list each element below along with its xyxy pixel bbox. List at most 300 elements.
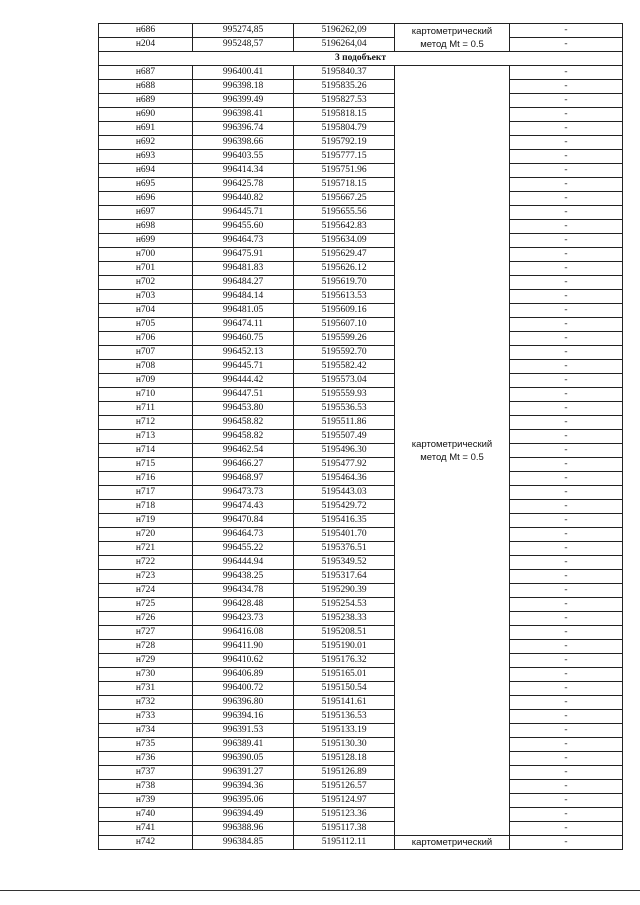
y-coordinate-cell: 5195190.01 (294, 640, 395, 654)
table-row (99, 486, 623, 500)
point-id-cell: н710 (99, 388, 193, 402)
y-coordinate-cell: 5195349.52 (294, 556, 395, 570)
method-cell (395, 66, 510, 836)
table-row (99, 122, 623, 136)
error-cell: - (510, 724, 623, 738)
y-coordinate-cell: 5195429.72 (294, 500, 395, 514)
point-id-cell: н708 (99, 360, 193, 374)
y-coordinate-cell: 5195511.86 (294, 416, 395, 430)
point-id-cell: н712 (99, 416, 193, 430)
x-coordinate-cell: 996394.49 (193, 808, 294, 822)
table-row (99, 584, 623, 598)
y-coordinate-cell: 5195443.03 (294, 486, 395, 500)
x-coordinate-cell: 996398.66 (193, 136, 294, 150)
table-row (99, 108, 623, 122)
x-coordinate-cell: 996384.85 (193, 836, 294, 850)
point-id-cell: н705 (99, 318, 193, 332)
x-coordinate-cell: 996458.82 (193, 416, 294, 430)
y-coordinate-cell: 5195827.53 (294, 94, 395, 108)
x-coordinate-cell: 996400.41 (193, 66, 294, 80)
table-row (99, 556, 623, 570)
method-line-1: картометрический (411, 438, 493, 450)
error-cell: - (510, 472, 623, 486)
point-id-cell: н722 (99, 556, 193, 570)
y-coordinate-cell: 5195667.25 (294, 192, 395, 206)
point-id-cell: н718 (99, 500, 193, 514)
method-cell (395, 24, 510, 52)
x-coordinate-cell: 996462.54 (193, 444, 294, 458)
error-cell: - (510, 164, 623, 178)
y-coordinate-cell: 5195607.10 (294, 318, 395, 332)
table-row (99, 24, 623, 38)
y-coordinate-cell: 5195126.57 (294, 780, 395, 794)
table-row (99, 836, 623, 850)
x-coordinate-cell: 996475.91 (193, 248, 294, 262)
x-coordinate-cell: 996398.41 (193, 108, 294, 122)
point-id-cell: н695 (99, 178, 193, 192)
y-coordinate-cell: 5195573.04 (294, 374, 395, 388)
point-id-cell: н709 (99, 374, 193, 388)
table-row (99, 542, 623, 556)
y-coordinate-cell: 5195840.37 (294, 66, 395, 80)
y-coordinate-cell: 5195835.26 (294, 80, 395, 94)
point-id-cell: н693 (99, 150, 193, 164)
y-coordinate-cell: 5195416.35 (294, 514, 395, 528)
table-row (99, 402, 623, 416)
x-coordinate-cell: 996474.43 (193, 500, 294, 514)
table-row (99, 220, 623, 234)
x-coordinate-cell: 996447.51 (193, 388, 294, 402)
point-id-cell: н686 (99, 24, 193, 38)
point-id-cell: н741 (99, 822, 193, 836)
point-id-cell: н687 (99, 66, 193, 80)
table-row (99, 724, 623, 738)
error-cell: - (510, 752, 623, 766)
table-row (99, 38, 623, 52)
point-id-cell: н720 (99, 528, 193, 542)
point-id-cell: н699 (99, 234, 193, 248)
error-cell: - (510, 122, 623, 136)
point-id-cell: н716 (99, 472, 193, 486)
y-coordinate-cell: 5195150.54 (294, 682, 395, 696)
x-coordinate-cell: 996391.27 (193, 766, 294, 780)
table-row (99, 780, 623, 794)
x-coordinate-cell: 996423.73 (193, 612, 294, 626)
table-row (99, 262, 623, 276)
y-coordinate-cell: 5195238.33 (294, 612, 395, 626)
error-cell: - (510, 192, 623, 206)
point-id-cell: н702 (99, 276, 193, 290)
table-row (99, 318, 623, 332)
x-coordinate-cell: 996473.73 (193, 486, 294, 500)
y-coordinate-cell: 5195165.01 (294, 668, 395, 682)
y-coordinate-cell: 5195718.15 (294, 178, 395, 192)
y-coordinate-cell: 5195126.89 (294, 766, 395, 780)
x-coordinate-cell: 996455.60 (193, 220, 294, 234)
x-coordinate-cell: 996428.48 (193, 598, 294, 612)
error-cell: - (510, 444, 623, 458)
table-row (99, 248, 623, 262)
point-id-cell: н690 (99, 108, 193, 122)
table-row (99, 794, 623, 808)
table-row (99, 290, 623, 304)
error-cell: - (510, 234, 623, 248)
x-coordinate-cell: 996394.16 (193, 710, 294, 724)
error-cell: - (510, 528, 623, 542)
error-cell: - (510, 290, 623, 304)
x-coordinate-cell: 996403.55 (193, 150, 294, 164)
table-row (99, 388, 623, 402)
method-line-2: метод Mt = 0.5 (420, 38, 484, 50)
point-id-cell: н719 (99, 514, 193, 528)
table-row (99, 668, 623, 682)
y-coordinate-cell: 5195128.18 (294, 752, 395, 766)
error-cell: - (510, 304, 623, 318)
point-id-cell: н728 (99, 640, 193, 654)
table-row (99, 514, 623, 528)
table-row (99, 738, 623, 752)
point-id-cell: н696 (99, 192, 193, 206)
x-coordinate-cell: 996398.18 (193, 80, 294, 94)
y-coordinate-cell: 5195124.97 (294, 794, 395, 808)
error-cell: - (510, 346, 623, 360)
error-cell: - (510, 416, 623, 430)
error-cell: - (510, 696, 623, 710)
table-row (99, 178, 623, 192)
error-cell: - (510, 94, 623, 108)
y-coordinate-cell: 5195176.32 (294, 654, 395, 668)
x-coordinate-cell: 996388.96 (193, 822, 294, 836)
x-coordinate-cell: 996406.89 (193, 668, 294, 682)
y-coordinate-cell: 5195112.11 (294, 836, 395, 850)
y-coordinate-cell: 5195401.70 (294, 528, 395, 542)
x-coordinate-cell: 996468.97 (193, 472, 294, 486)
point-id-cell: н694 (99, 164, 193, 178)
table-row (99, 612, 623, 626)
y-coordinate-cell: 5195609.16 (294, 304, 395, 318)
error-cell: - (510, 738, 623, 752)
y-coordinate-cell: 5195655.56 (294, 206, 395, 220)
error-cell: - (510, 430, 623, 444)
y-coordinate-cell: 5195599.26 (294, 332, 395, 346)
y-coordinate-cell: 5195642.83 (294, 220, 395, 234)
point-id-cell: н735 (99, 738, 193, 752)
table-row (99, 808, 623, 822)
point-id-cell: н706 (99, 332, 193, 346)
x-coordinate-cell: 996464.73 (193, 234, 294, 248)
error-cell: - (510, 220, 623, 234)
y-coordinate-cell: 5195777.15 (294, 150, 395, 164)
x-coordinate-cell: 996395.06 (193, 794, 294, 808)
error-cell: - (510, 80, 623, 94)
x-coordinate-cell: 996470.84 (193, 514, 294, 528)
x-coordinate-cell: 996389.41 (193, 738, 294, 752)
y-coordinate-cell: 5195123.36 (294, 808, 395, 822)
y-coordinate-cell: 5195626.12 (294, 262, 395, 276)
x-coordinate-cell: 996425.78 (193, 178, 294, 192)
point-id-cell: н711 (99, 402, 193, 416)
y-coordinate-cell: 5195536.53 (294, 402, 395, 416)
point-id-cell: н736 (99, 752, 193, 766)
point-id-cell: н698 (99, 220, 193, 234)
x-coordinate-cell: 996455.22 (193, 542, 294, 556)
error-cell: - (510, 640, 623, 654)
y-coordinate-cell: 5195751.96 (294, 164, 395, 178)
point-id-cell: н692 (99, 136, 193, 150)
error-cell: - (510, 374, 623, 388)
table-row (99, 766, 623, 780)
error-cell: - (510, 262, 623, 276)
x-coordinate-cell: 995248,57 (193, 38, 294, 52)
error-cell: - (510, 332, 623, 346)
table-row (99, 598, 623, 612)
point-id-cell: н688 (99, 80, 193, 94)
point-id-cell: н689 (99, 94, 193, 108)
x-coordinate-cell: 996390.05 (193, 752, 294, 766)
error-cell: - (510, 108, 623, 122)
y-coordinate-cell: 5195117.38 (294, 822, 395, 836)
point-id-cell: н738 (99, 780, 193, 794)
table-row (99, 416, 623, 430)
error-cell: - (510, 822, 623, 836)
error-cell: - (510, 486, 623, 500)
y-coordinate-cell: 5195376.51 (294, 542, 395, 556)
error-cell: - (510, 206, 623, 220)
y-coordinate-cell: 5195792.19 (294, 136, 395, 150)
x-coordinate-cell: 996440.82 (193, 192, 294, 206)
x-coordinate-cell: 996445.71 (193, 360, 294, 374)
error-cell: - (510, 66, 623, 80)
y-coordinate-cell: 5195133.19 (294, 724, 395, 738)
y-coordinate-cell: 5195592.70 (294, 346, 395, 360)
x-coordinate-cell: 996396.74 (193, 122, 294, 136)
y-coordinate-cell: 5195254.53 (294, 598, 395, 612)
error-cell: - (510, 682, 623, 696)
point-id-cell: н707 (99, 346, 193, 360)
section-title: 3 подобъект (99, 52, 623, 66)
error-cell: - (510, 500, 623, 514)
y-coordinate-cell: 5195136.53 (294, 710, 395, 724)
y-coordinate-cell: 5195208.51 (294, 626, 395, 640)
error-cell: - (510, 766, 623, 780)
point-id-cell: н703 (99, 290, 193, 304)
table-row (99, 570, 623, 584)
point-id-cell: н725 (99, 598, 193, 612)
point-id-cell: н704 (99, 304, 193, 318)
table-row (99, 682, 623, 696)
x-coordinate-cell: 996400.72 (193, 682, 294, 696)
error-cell: - (510, 570, 623, 584)
x-coordinate-cell: 996452.13 (193, 346, 294, 360)
y-coordinate-cell: 5195290.39 (294, 584, 395, 598)
error-cell: - (510, 794, 623, 808)
error-cell: - (510, 612, 623, 626)
point-id-cell: н727 (99, 626, 193, 640)
point-id-cell: н734 (99, 724, 193, 738)
table-row (99, 346, 623, 360)
table-row (99, 94, 623, 108)
table-row (99, 234, 623, 248)
table-row (99, 164, 623, 178)
error-cell: - (510, 514, 623, 528)
table-row (99, 206, 623, 220)
error-cell: - (510, 556, 623, 570)
error-cell: - (510, 388, 623, 402)
point-id-cell: н740 (99, 808, 193, 822)
table-row (99, 430, 623, 444)
table-row (99, 276, 623, 290)
x-coordinate-cell: 996416.08 (193, 626, 294, 640)
point-id-cell: н700 (99, 248, 193, 262)
table-row (99, 66, 623, 80)
x-coordinate-cell: 996394.36 (193, 780, 294, 794)
error-cell: - (510, 458, 623, 472)
error-cell: - (510, 598, 623, 612)
table-row (99, 500, 623, 514)
y-coordinate-cell: 5195804.79 (294, 122, 395, 136)
table-row (99, 444, 623, 458)
point-id-cell: н723 (99, 570, 193, 584)
table-row (99, 472, 623, 486)
error-cell: - (510, 360, 623, 374)
table-row (99, 752, 623, 766)
table-row (99, 80, 623, 94)
y-coordinate-cell: 5196264,04 (294, 38, 395, 52)
error-cell: - (510, 668, 623, 682)
error-cell: - (510, 136, 623, 150)
table-row (99, 150, 623, 164)
x-coordinate-cell: 996411.90 (193, 640, 294, 654)
y-coordinate-cell: 5195582.42 (294, 360, 395, 374)
x-coordinate-cell: 995274,85 (193, 24, 294, 38)
page-bottom-rule (0, 890, 640, 891)
point-id-cell: н697 (99, 206, 193, 220)
x-coordinate-cell: 996445.71 (193, 206, 294, 220)
point-id-cell: н691 (99, 122, 193, 136)
coordinates-table (98, 23, 623, 850)
point-id-cell: н717 (99, 486, 193, 500)
error-cell: - (510, 150, 623, 164)
x-coordinate-cell: 996444.94 (193, 556, 294, 570)
error-cell: - (510, 178, 623, 192)
coordinates-table-body (99, 24, 623, 850)
x-coordinate-cell: 996453.80 (193, 402, 294, 416)
error-cell: - (510, 318, 623, 332)
x-coordinate-cell: 996391.53 (193, 724, 294, 738)
point-id-cell: н732 (99, 696, 193, 710)
point-id-cell: н730 (99, 668, 193, 682)
error-cell: - (510, 248, 623, 262)
table-row (99, 192, 623, 206)
table-row (99, 458, 623, 472)
x-coordinate-cell: 996484.14 (193, 290, 294, 304)
table-row (99, 136, 623, 150)
point-id-cell: н713 (99, 430, 193, 444)
y-coordinate-cell: 5195477.92 (294, 458, 395, 472)
x-coordinate-cell: 996444.42 (193, 374, 294, 388)
table-row (99, 696, 623, 710)
error-cell: - (510, 626, 623, 640)
error-cell: - (510, 836, 623, 850)
error-cell: - (510, 38, 623, 52)
x-coordinate-cell: 996434.78 (193, 584, 294, 598)
point-id-cell: н204 (99, 38, 193, 52)
x-coordinate-cell: 996414.34 (193, 164, 294, 178)
error-cell: - (510, 710, 623, 724)
table-row (99, 640, 623, 654)
method-cell: картометрический (395, 836, 510, 850)
point-id-cell: н714 (99, 444, 193, 458)
x-coordinate-cell: 996460.75 (193, 332, 294, 346)
section-header-row (99, 52, 623, 66)
point-id-cell: н739 (99, 794, 193, 808)
table-row (99, 710, 623, 724)
point-id-cell: н721 (99, 542, 193, 556)
error-cell: - (510, 654, 623, 668)
error-cell: - (510, 24, 623, 38)
y-coordinate-cell: 5195818.15 (294, 108, 395, 122)
y-coordinate-cell: 5195613.53 (294, 290, 395, 304)
point-id-cell: н715 (99, 458, 193, 472)
point-id-cell: н737 (99, 766, 193, 780)
table-row (99, 626, 623, 640)
table-row (99, 822, 623, 836)
x-coordinate-cell: 996481.05 (193, 304, 294, 318)
x-coordinate-cell: 996399.49 (193, 94, 294, 108)
error-cell: - (510, 402, 623, 416)
error-cell: - (510, 542, 623, 556)
point-id-cell: н731 (99, 682, 193, 696)
y-coordinate-cell: 5195464.36 (294, 472, 395, 486)
table-row (99, 374, 623, 388)
y-coordinate-cell: 5195130.30 (294, 738, 395, 752)
method-line-2: метод Mt = 0.5 (420, 451, 484, 463)
x-coordinate-cell: 996410.62 (193, 654, 294, 668)
x-coordinate-cell: 996396.80 (193, 696, 294, 710)
point-id-cell: н742 (99, 836, 193, 850)
y-coordinate-cell: 5195629.47 (294, 248, 395, 262)
error-cell: - (510, 584, 623, 598)
table-row (99, 360, 623, 374)
y-coordinate-cell: 5195317.64 (294, 570, 395, 584)
x-coordinate-cell: 996484.27 (193, 276, 294, 290)
x-coordinate-cell: 996458.82 (193, 430, 294, 444)
y-coordinate-cell: 5195559.93 (294, 388, 395, 402)
point-id-cell: н724 (99, 584, 193, 598)
table-row (99, 332, 623, 346)
table-row (99, 304, 623, 318)
x-coordinate-cell: 996438.25 (193, 570, 294, 584)
x-coordinate-cell: 996481.83 (193, 262, 294, 276)
x-coordinate-cell: 996464.73 (193, 528, 294, 542)
point-id-cell: н733 (99, 710, 193, 724)
table-row (99, 654, 623, 668)
error-cell: - (510, 780, 623, 794)
y-coordinate-cell: 5195507.49 (294, 430, 395, 444)
table-row (99, 528, 623, 542)
point-id-cell: н726 (99, 612, 193, 626)
error-cell: - (510, 276, 623, 290)
x-coordinate-cell: 996474.11 (193, 318, 294, 332)
point-id-cell: н701 (99, 262, 193, 276)
point-id-cell: н729 (99, 654, 193, 668)
y-coordinate-cell: 5196262,09 (294, 24, 395, 38)
y-coordinate-cell: 5195634.09 (294, 234, 395, 248)
method-line-1: картометрический (411, 25, 493, 37)
y-coordinate-cell: 5195496.30 (294, 444, 395, 458)
error-cell: - (510, 808, 623, 822)
y-coordinate-cell: 5195141.61 (294, 696, 395, 710)
